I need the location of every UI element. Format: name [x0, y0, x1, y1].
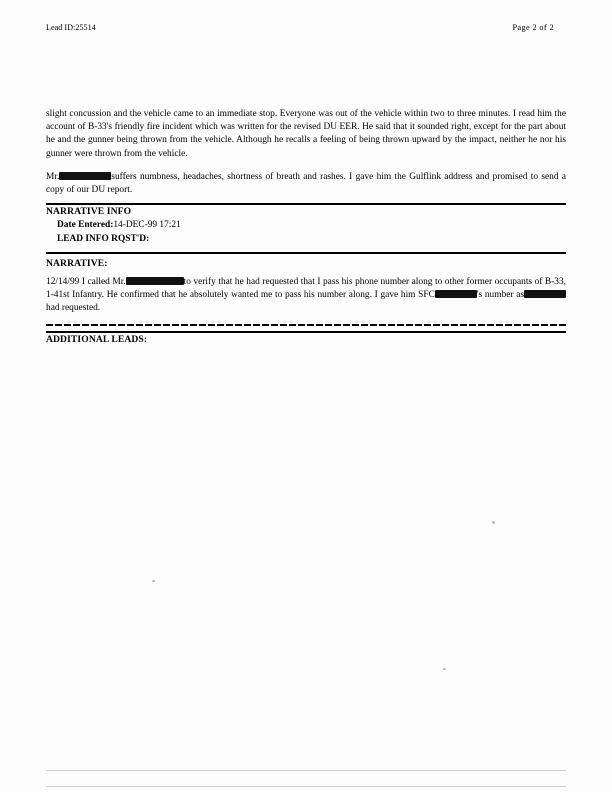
redaction-bar — [435, 290, 477, 298]
page-header — [46, 22, 572, 36]
paragraph-symptoms-prefix: Mr. — [46, 171, 60, 182]
field-lead-info-rqstd-label: LEAD INFO RQST'D: — [57, 234, 150, 244]
narrative-text — [46, 276, 566, 316]
field-date-entered-label: Date Entered: — [57, 220, 114, 230]
redaction-bar — [126, 277, 184, 285]
narrative-line3-mid: 's number as — [476, 290, 525, 301]
paragraph-continuation — [46, 108, 566, 161]
field-date-entered-value: 14-DEC-99 17:21 — [113, 220, 181, 230]
scan-speck — [152, 580, 155, 582]
redaction-bar — [59, 172, 111, 180]
section-divider-top — [46, 203, 566, 205]
narrative-paragraph — [46, 276, 566, 316]
paragraph-symptoms — [46, 171, 566, 197]
field-lead-info-rqstd — [57, 234, 149, 244]
scan-hairline — [46, 786, 566, 787]
scan-speck — [443, 668, 446, 670]
page-indicator: Page 2 of 2 — [512, 23, 554, 32]
lead-id — [46, 22, 96, 34]
paragraph-continuation-text: slight concussion and the vehicle came to an immediate stop. Everyone was out of the vehicle within two to three minutes. I read him the account of B-33's friendly fire incident which was written for the revised DU EER. He said that it sounded right, except for the part about he and the gunner being thrown from the vehicle. Although he recalls a feeling of being thrown upward by the impact, neither he nor his gunner were thrown from the vehicle. — [46, 109, 566, 159]
narrative-line3-prefix: him SFC — [400, 290, 435, 301]
section-title-additional-leads: ADDITIONAL LEADS: — [46, 334, 148, 345]
paragraph-symptoms-text: suffers numbness, headaches, shortness of breath and rashes. I gave him the Gulflink address and promised to send a copy of our DU report. — [46, 171, 566, 196]
narrative-line2-text: occupants of B-33, 1-41st Infantry. He confirmed that he absolutely wanted me to pass his number along. I gave — [46, 277, 567, 301]
redaction-bar — [524, 290, 566, 298]
lead-id-value: 25514 — [75, 23, 96, 32]
scan-speck — [492, 521, 495, 524]
document-body — [46, 108, 566, 205]
lead-id-label: Lead ID: — [46, 23, 76, 32]
narrative-line1-prefix: 12/14/99 I called Mr. — [46, 277, 126, 287]
section-title-narrative-info: NARRATIVE INFO — [46, 206, 132, 217]
section-divider-narrative — [46, 252, 566, 254]
narrative-line3-text: had requested. — [46, 303, 101, 314]
section-title-narrative: NARRATIVE: — [46, 258, 108, 269]
section-divider-additional-leads — [46, 331, 566, 333]
narrative-line1-text: to verify that he had requested that I pass his phone number along to other former — [183, 277, 493, 287]
field-date-entered — [57, 220, 181, 230]
scan-hairline — [46, 770, 566, 771]
section-divider-dashed — [46, 324, 566, 326]
